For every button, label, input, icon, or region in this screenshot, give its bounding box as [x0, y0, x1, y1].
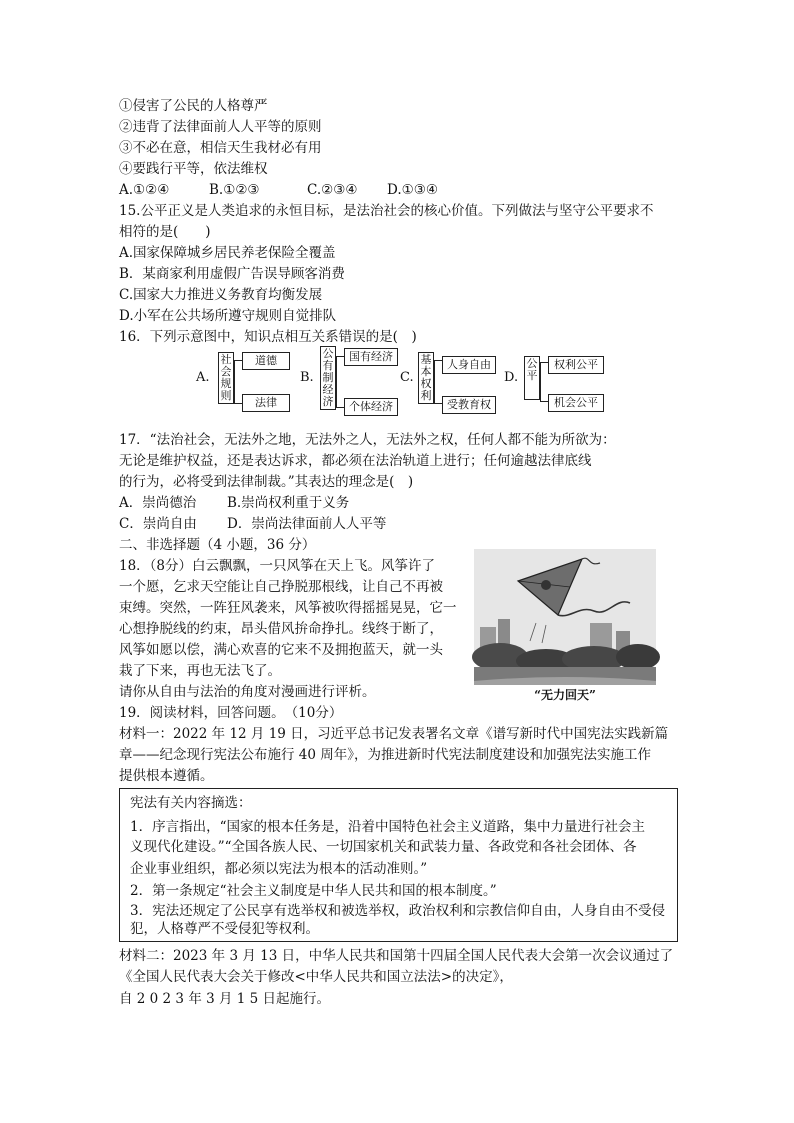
excerpt-line6: 犯，人格尊严不受侵犯等权利。: [130, 921, 319, 937]
excerpt-line2: 义现代化建设。”“全国各族人民、一切国家机关和武装力量、各政党和各社会团体、各: [130, 839, 637, 855]
diagram-root-char: 规: [220, 377, 232, 390]
diagram-b-root: [320, 346, 336, 410]
q17-choice-a: A．崇尚德治: [119, 495, 197, 511]
diagram-root-char: 平: [526, 369, 538, 382]
q18-line4: 心想挣脱线的约束，昂头借风拚命挣扎。线终于断了，: [119, 621, 443, 637]
q17-choice-b: B.崇尚权利重于义务: [227, 495, 350, 511]
q15-stem-line1: 15.公平正义是人类追求的永恒目标，是法治社会的核心价值。下列做法与坚守公平要求不: [119, 203, 654, 219]
constitution-excerpt-box: [119, 788, 678, 942]
choice-b: B.①②③: [209, 182, 260, 198]
excerpt-line3: 企业事业组织，都必须以宪法为根本的活动准则。”: [130, 861, 428, 877]
choice-c: C.②③④: [307, 182, 358, 198]
diagram-d-top: 权利公平: [548, 356, 604, 374]
diagram-a-root: [218, 352, 234, 404]
q16-diagram: [196, 346, 616, 422]
q15-choice-b: B．某商家利用虚假广告误导顾客消费: [119, 266, 345, 282]
q19-stem: 19．阅读材料，回答问题。 （10分）: [119, 705, 343, 721]
diagram-root-char: 社: [220, 353, 232, 366]
diagram-c-top: 人身自由: [442, 356, 496, 374]
excerpt-line5: 3．宪法还规定了公民享有选举权和被选举权，政治权利和宗教信仰自由，人身自由不受侵: [130, 903, 666, 919]
q19-material2-line1: 材料二：2023 年 3 月 13 日，中华人民共和国第十四届全国人民代表大会第一次会议通过了: [119, 948, 674, 964]
choice-a: A.①②④: [119, 182, 170, 198]
q14-choices: [119, 180, 438, 200]
diagram-root-char: 会: [220, 365, 232, 378]
diagram-root-char: 济: [322, 395, 334, 408]
diagram-b-bottom: 个体经济: [344, 398, 398, 416]
diagram-a-bottom: 法律: [242, 394, 290, 412]
q14-option-1: ①侵害了公民的人格尊严: [119, 98, 268, 114]
excerpt-line1: 1．序言指出，“国家的根本任务是，沿着中国特色社会主义道路，集中力量进行社会主: [130, 819, 645, 835]
q18-line6: 栽了下来，再也无法飞了。: [119, 663, 281, 679]
diagram-root-char: 经: [322, 383, 334, 396]
q19-material1-line3: 提供根本遵循。: [119, 768, 214, 784]
q14-option-2: ②违背了法律面前人人平等的原则: [119, 119, 322, 135]
diagram-root-char: 权: [420, 377, 432, 390]
q17-choices-row1: [119, 493, 349, 513]
diagram-b-letter: B.: [300, 370, 314, 385]
q17-choice-c: C．崇尚自由: [119, 516, 197, 532]
q14-option-3: ③不必在意，相信天生我材必有用: [119, 140, 322, 156]
excerpt-title: 宪法有关内容摘选：: [130, 795, 252, 811]
excerpt-line4: 2．第一条规定“社会主义制度是中华人民共和国的根本制度。”: [130, 883, 497, 899]
q19-material2-line3: 自 2 0 2 3 年 3 月 1 5 日起施行。: [119, 991, 331, 1007]
diagram-root-char: 则: [220, 389, 232, 402]
q18-line3: 束缚。突然，一阵狂风袭来，风筝被吹得摇摇晃晃，它一: [119, 600, 457, 616]
diagram-a-top: 道德: [242, 352, 290, 370]
q14-option-4: ④要践行平等，依法维权: [119, 161, 268, 177]
q17-stem-line1: 17．“法治社会，无法外之地，无法外之人，无法外之权，任何人都不能为所欲为：: [119, 432, 616, 448]
q15-choice-c: C.国家大力推进义务教育均衡发展: [119, 287, 323, 303]
cartoon-caption: “无力回天”: [534, 688, 596, 702]
q17-choice-d: D．崇尚法律面前人人平等: [227, 516, 387, 532]
diagram-c-letter: C.: [400, 370, 414, 385]
diagram-root-char: 基: [420, 353, 432, 366]
choice-d: D.①③④: [387, 182, 438, 198]
diagram-c-root: [418, 352, 434, 404]
q19-material2-line2: 《全国人民代表大会关于修改<中华人民共和国立法法>的决定》，: [119, 969, 513, 985]
q18-line1: 18．（8分）白云飘飘，一只风筝在天上飞。风筝许了: [119, 558, 436, 574]
q18-line5: 风筝如愿以偿，满心欢喜的它来不及拥抱蓝天，就一头: [119, 642, 443, 658]
diagram-root-char: 制: [322, 371, 334, 384]
diagram-a-letter: A.: [196, 370, 210, 385]
q18-line7: 请你从自由与法治的角度对漫画进行评析。: [119, 684, 376, 700]
q17-stem-line3: 的行为，必将受到法律制裁。”其表达的理念是( ): [119, 474, 414, 490]
diagram-root-char: 公: [526, 357, 538, 370]
q19-material1-line1: 材料一：2022 年 12 月 19 日，习近平总书记发表署名文章《谱写新时代中国宪法实践新篇: [119, 726, 669, 742]
q18-line2: 一个愿，乞求天空能让自己挣脱那根线，让自己不再被: [119, 579, 443, 595]
diagram-c-bottom: 受教育权: [442, 396, 496, 414]
diagram-root-char: 公: [322, 347, 334, 360]
section-title: 二、非选择题（4 小题，36 分）: [119, 537, 316, 553]
q15-choice-d: D.小军在公共场所遵守规则自觉排队: [119, 308, 337, 324]
q17-choices-row2: [119, 514, 386, 534]
q19-material1-line2: 章——纪念现行宪法公布施行 40 周年》，为推进新时代宪法制度建设和加强宪法实施工作: [119, 747, 652, 763]
diagram-d-bottom: 机会公平: [548, 394, 604, 412]
diagram-root-char: 利: [420, 389, 432, 402]
diagram-root-char: 有: [322, 359, 334, 372]
kite-cartoon-image: [470, 545, 660, 705]
q17-stem-line2: 无论是维护权益，还是表达诉求，都必须在法治轨道上进行；任何逾越法律底线: [119, 453, 592, 469]
diagram-d-root: [524, 356, 540, 400]
diagram-root-char: 本: [420, 365, 432, 378]
kite-cartoon: [470, 545, 660, 705]
q15-stem-line2: 相符的是( ): [119, 224, 211, 240]
q15-choice-a: A.国家保障城乡居民养老保险全覆盖: [119, 245, 336, 261]
diagram-b-top: 国有经济: [344, 348, 398, 366]
diagram-d-letter: D.: [504, 370, 519, 385]
q16-stem: 16．下列示意图中，知识点相互关系错误的是( ): [119, 329, 417, 345]
